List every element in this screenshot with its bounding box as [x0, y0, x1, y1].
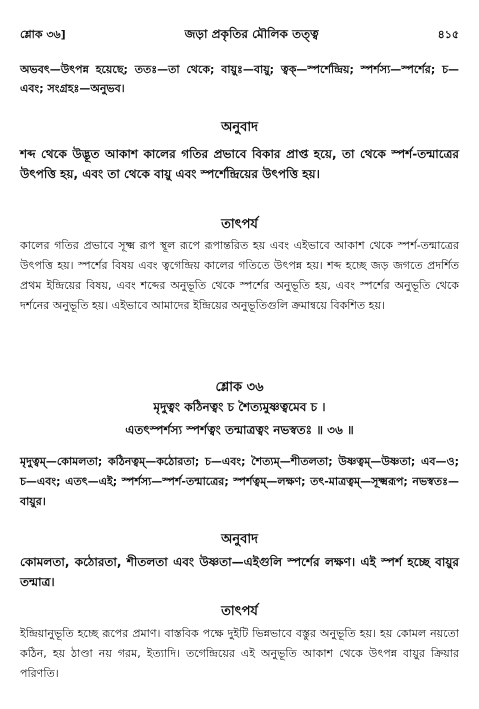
synonyms-verse: মৃদুত্বম্‌—কোমলতা; কঠিনত্বম্‌—কঠোরতা; চ—এবং; শৈত্যম্‌—শীতলতা; উষ্ণত্বম্‌—উষ্ণতা; এব—ও; চ—এবং; এতৎ—এই; স্পর্শস্য—স্পর্শ-তন্মাত্রের; স্পর্শত্বম্‌—লক্ষণ; তৎ-মাত্রত্বম্‌—সূক্ষ্মরূপ; নভস্বতঃ—বায়ুর। — [20, 455, 459, 508]
translation-text-1: শব্দ থেকে উদ্ভূত আকাশ কালের গতির প্রভাবে বিকার প্রাপ্ত হয়ে, তা থেকে স্পর্শ-তন্মাত্রের উৎপত্তি হয়, এবং তা থেকে বায়ু এবং স্পর্শেন্দ্রিয়ের উৎপত্তি হয়। — [20, 147, 459, 181]
header-page-number: ৪১৫ — [437, 28, 459, 41]
purport-heading-1: তাৎপর্য — [221, 217, 258, 232]
running-header — [20, 26, 459, 46]
header-chapter-title: জড়া প্রকৃতির মৌলিক তত্ত্ব — [184, 27, 319, 41]
purport-text-1: কালের গতির প্রভাবে সূক্ষ্ম রূপ স্থূল রূপে রূপান্তরিত হয় এবং এইভাবে আকাশ থেকে স্পর্শ-তন্মাত্রের উৎপত্তি হয়। স্পর্শের বিষয় এবং ত্বগেন্দ্রিয় কালের গতিতে উৎপন্ন হয়। শব্দ হচ্ছে জড় জগতে প্রদর্শিত প্রথম ইন্দ্রিয়ের বিষয়, এবং শব্দের অনুভূতি থেকে স্পর্শের অনুভূতি হয়, এবং স্পর্শের অনুভূতি থেকে দর্শনের অনুভূতি হয়। এইভাবে আমাদের ইন্দ্রিয়ের অনুভূতিগুলি ক্রমান্বয়ে বিকশিত হয়। — [20, 239, 459, 312]
header-verse-ref: শ্লোক ৩৬] — [20, 28, 66, 41]
verse-line-1: মৃদুত্বং কঠিনত্বং চ শৈত্যমুষ্ণত্বমেব চ । — [153, 400, 326, 414]
verse-line-2: এতৎস্পর্শস্য স্পর্শত্বং তন্মাত্রত্বং নভস্বতঃ ॥ ৩৬ ॥ — [125, 423, 354, 437]
purport-text-2: ইন্দ্রিয়ানুভূতি হচ্ছে রূপের প্রমাণ। বাস্তবিক পক্ষে দুইটি ভিন্নভাবে বস্তুর অনুভূতি হয়। হয় কোমল নয়তো কঠিন, হয় ঠাণ্ডা নয় গরম, ইত্যাদি। তগেন্দ্রিয়ের এই অনুভূতি আকাশ থেকে উৎপন্ন বায়ুর ক্রিয়ার পরিণতি। — [20, 627, 459, 680]
translation-text-2: কোমলতা, কঠোরতা, শীতলতা এবং উষ্ণতা—এইগুলি স্পর্শের লক্ষণ। এই স্পর্শ হচ্ছে বায়ুর তন্মাত্র। — [20, 555, 459, 589]
verse-heading: শ্লোক ৩৬ — [215, 380, 264, 395]
synonyms-top: অভবৎ—উৎপন্ন হয়েছে; ততঃ—তা থেকে; বায়ুঃ—বায়ু; ত্বক্‌—স্পর্শেন্দ্রিয়; স্পর্শস্য—স্পর্শের; চ—এবং; সংগ্রহঃ—অনুভব। — [20, 63, 459, 95]
translation-heading-1: অনুবাদ — [221, 120, 258, 135]
translation-heading-2: অনুবাদ — [221, 532, 258, 547]
purport-heading-2: তাৎপর্য — [221, 604, 258, 619]
